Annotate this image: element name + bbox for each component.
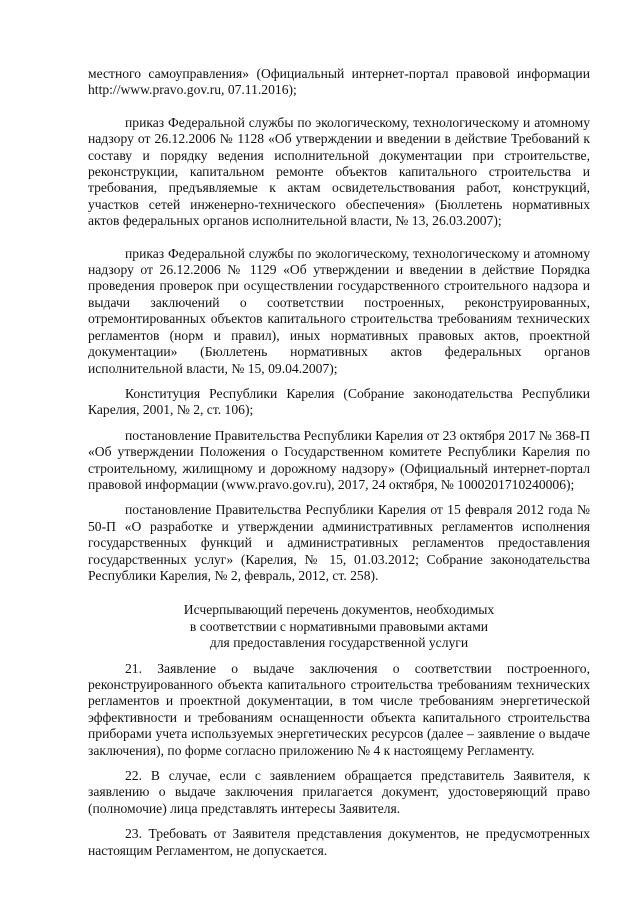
- paragraph-constitution: Конституция Республики Карелия (Собрание законодательства Республики Карелия, 2001, № 2, ст. 106);: [88, 385, 590, 418]
- paragraph-order-1129: приказ Федеральной службы по экологическому, технологическому и атомному надзору от 26.12.2006 № 1129 «Об утверждении и введении в действие Порядка проведения проверок при осуществлении государственного строительного надзора и выдачи заключений о соответствии построенных, реконструированных, отремонтированных объектов капитального строительства требованиям технических регламентов (норм и правил), иных нормативных правовых актов, проектной документации» (Бюллетень нормативных актов федеральных органов исполнительной власти, № 15, 09.04.2007);: [88, 245, 590, 376]
- clause-21: 21. Заявление о выдаче заключения о соответствии построенного, реконструированного объекта капитального строительства требованиям технических регламентов и проектной документации, в том числе требованиям энергетической эффективности и требованиям оснащенности объекта капитального строительства приборами учета используемых энергетических ресурсов (далее – заявление о выдаче заключения), по форме согласно приложению № 4 к настоящему Регламенту.: [88, 660, 590, 758]
- paragraph-resolution-50p: постановление Правительства Республики Карелия от 15 февраля 2012 года № 50-П «О разработке и утверждении административных регламентов исполнения государственных функций и административных регламентов предоставления государственных услуг» (Карелия, № 15, 01.03.2012; Собрание законодательства Республики Карелия, № 2, февраль, 2012, ст. 258).: [88, 502, 590, 583]
- section-heading-line-2: в соответствии с нормативными правовыми актами: [189, 618, 489, 634]
- section-heading-line-3: для предоставления государственной услуги: [209, 635, 469, 651]
- clause-23: 23. Требовать от Заявителя представления документов, не предусмотренных настоящим Регламентом, не допускается.: [88, 826, 590, 858]
- paragraph-order-1128: приказ Федеральной службы по экологическому, технологическому и атомному надзору от 26.12.2006 № 1128 «Об утверждении и введении в действие Требований к составу и порядку ведения исполнительной документации при строительстве, реконструкции, капитальном ремонте объектов капитального строительства и требования, предъявляемые к актам освидетельствования работ, конструкций, участков сетей инженерно-технического обеспечения» (Бюллетень нормативных актов федеральных органов исполнительной власти, № 13, 26.03.2007);: [88, 114, 590, 229]
- paragraph-resolution-368p: постановление Правительства Республики Карелия от 23 октября 2017 № 368-П «Об утверждении Положения о Государственном комитете Республики Карелия по строительному, жилищному и дорожному надзору» (Официальный интернет-портал правовой информации (www.pravo.gov.ru), 2017, 24 октября, № 1000201710240006);: [88, 427, 590, 492]
- paragraph-continuation: местного самоуправления» (Официальный интернет-портал правовой информации http://www.pravo.gov.ru, 07.11.2016);: [88, 66, 590, 98]
- clause-22: 22. В случае, если с заявлением обращается представитель Заявителя, к заявлению о выдаче заключения прилагается документ, удостоверяющий право (полномочие) лица представлять интересы Заявителя.: [88, 768, 590, 816]
- section-heading-line-1: Исчерпывающий перечень документов, необходимых: [183, 602, 495, 618]
- section-heading: [88, 602, 590, 651]
